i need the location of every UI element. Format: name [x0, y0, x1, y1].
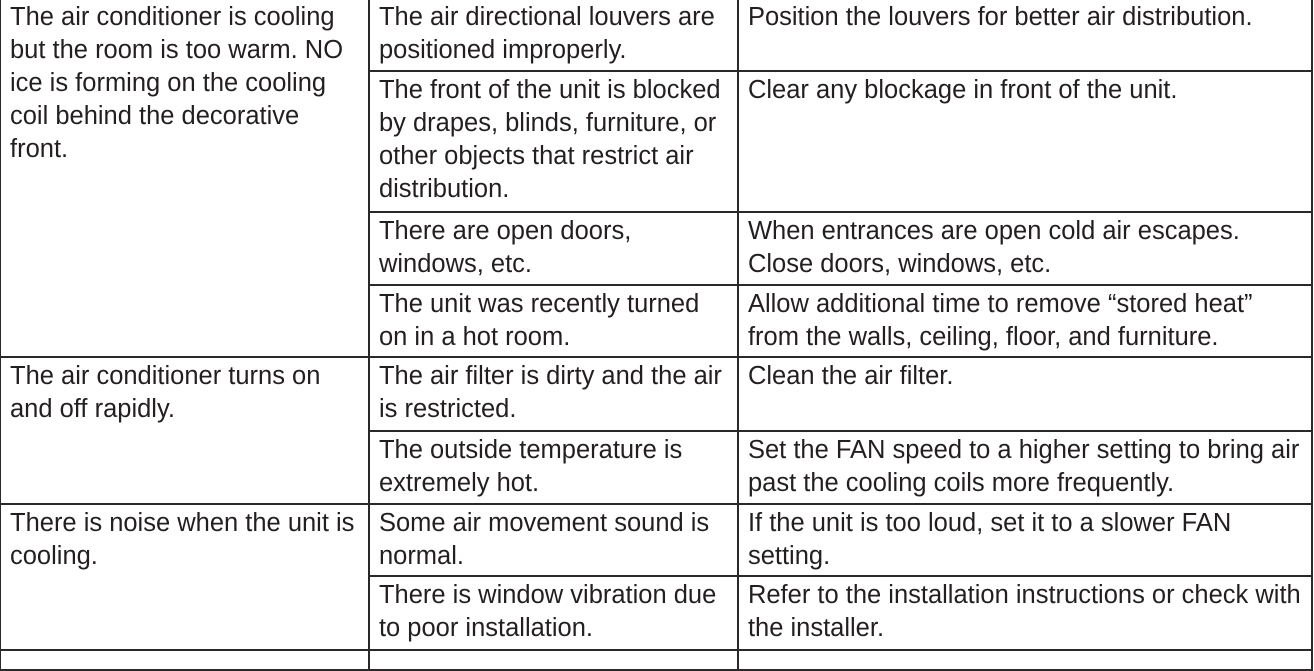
cause-cell: The front of the unit is blocked by drapes, blinds, furniture, or other objects that restrict air distribution. — [369, 71, 738, 212]
table-row — [0, 357, 1312, 431]
cause-cell: The outside temperature is extremely hot. — [369, 431, 738, 504]
cause-cell: Some air movement sound is normal. — [369, 504, 738, 576]
cause-cell: The air directional louvers are positioned improperly. — [369, 0, 738, 71]
solution-cell: Allow additional time to remove “stored heat” from the walls, ceiling, floor, and furniture. — [738, 285, 1312, 357]
problem-cell: There is noise when the unit is cooling. — [0, 504, 369, 650]
solution-cell: If the unit is too loud, set it to a slower FAN setting. — [738, 504, 1312, 576]
problem-cell: The air conditioner turns on and off rapidly. — [0, 357, 369, 504]
solution-cell: Refer to the installation instructions or check with the installer. — [738, 576, 1312, 650]
empty-cell — [738, 650, 1312, 670]
solution-cell: Set the FAN speed to a higher setting to bring air past the cooling coils more frequently. — [738, 431, 1312, 504]
cause-cell: The air filter is dirty and the air is restricted. — [369, 357, 738, 431]
solution-cell: Clear any blockage in front of the unit. — [738, 71, 1312, 212]
problem-cell: The air conditioner is cooling but the room is too warm. NO ice is forming on the cooling coil behind the decorative front. — [0, 0, 369, 357]
empty-cell — [0, 650, 369, 670]
solution-cell: Position the louvers for better air distribution. — [738, 0, 1312, 71]
solution-cell: When entrances are open cold air escapes. Close doors, windows, etc. — [738, 212, 1312, 285]
cause-cell: The unit was recently turned on in a hot room. — [369, 285, 738, 357]
cause-cell: There is window vibration due to poor installation. — [369, 576, 738, 650]
table-row — [0, 504, 1312, 576]
cause-cell: There are open doors, windows, etc. — [369, 212, 738, 285]
empty-cell — [369, 650, 738, 670]
table-row — [0, 0, 1312, 71]
table-row-partial — [0, 650, 1312, 670]
solution-cell: Clean the air filter. — [738, 357, 1312, 431]
